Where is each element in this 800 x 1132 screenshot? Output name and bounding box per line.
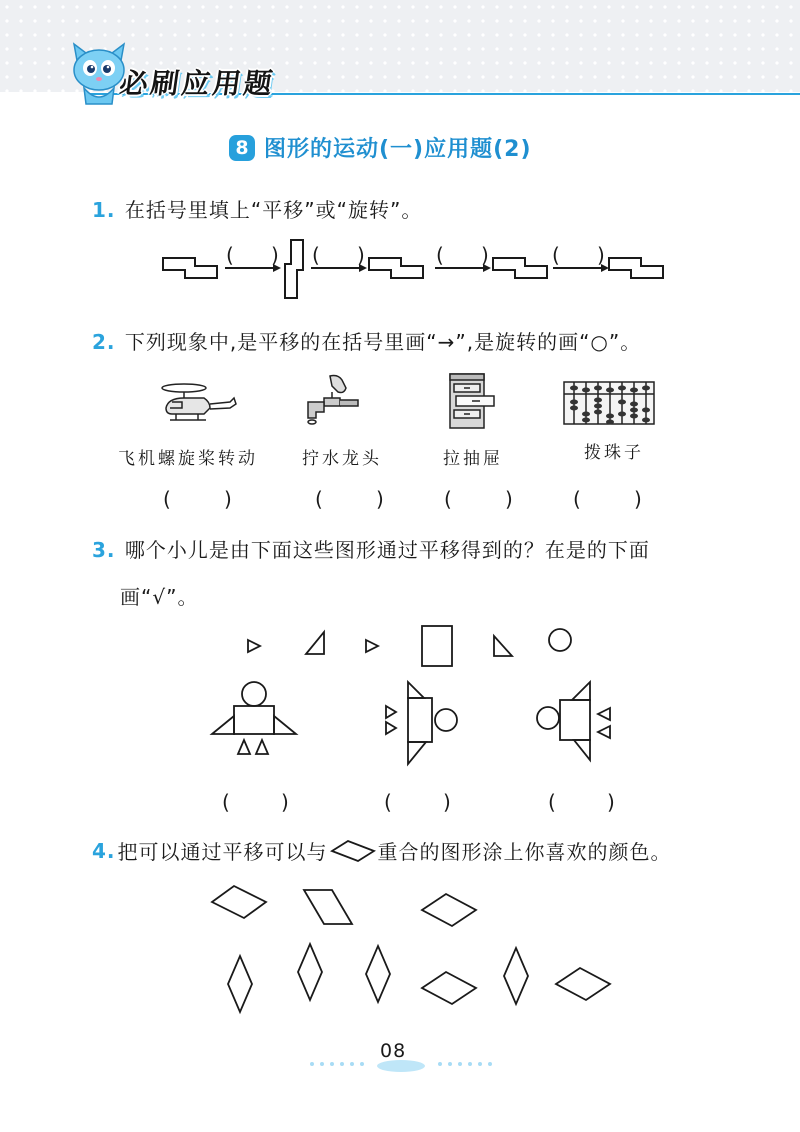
figure-fin	[386, 722, 396, 734]
figure-foot	[256, 740, 268, 754]
abacus-icon	[562, 380, 656, 426]
question-text: 重合的图形涂上你喜欢的颜色。	[377, 840, 672, 864]
answer-bracket: )	[597, 243, 605, 267]
q3-figures	[200, 620, 640, 770]
answer-bracket: (	[384, 790, 392, 814]
header-title	[117, 62, 276, 102]
figure-body	[234, 706, 274, 734]
header-title-char: 用	[210, 67, 245, 100]
answer-bracket: )	[281, 790, 289, 814]
figure-fin	[574, 740, 590, 760]
question-text: 下列现象中,是平移的在括号里画“→”,是旋转的画“○”。	[124, 330, 642, 354]
question-number: 1.	[92, 198, 116, 222]
drawer-cabinet-icon	[446, 370, 498, 432]
question-text: 把可以通过平移可以与	[117, 840, 328, 864]
section-number-badge: 8	[229, 135, 255, 161]
answer-bracket: (	[548, 790, 556, 814]
answer-bracket: (	[226, 243, 234, 267]
right-triangle-shape	[494, 636, 512, 656]
z-shape	[493, 258, 547, 278]
q4-rhombus-grid[interactable]	[200, 880, 620, 1020]
item-label: 飞机螺旋桨转动	[118, 449, 258, 469]
small-triangle-shape	[248, 640, 260, 652]
answer-bracket: )	[224, 487, 232, 511]
rhombus-option	[298, 944, 322, 1000]
figure-foot	[238, 740, 250, 754]
rhombus-option	[212, 886, 266, 918]
answer-bracket: )	[505, 487, 513, 511]
answer-bracket: (	[444, 487, 452, 511]
answer-bracket: )	[376, 487, 384, 511]
answer-bracket: )	[607, 790, 615, 814]
item-label: 拉抽屉	[443, 449, 503, 469]
z-shape	[369, 258, 423, 278]
figure-fin	[572, 682, 590, 700]
z-shape-rotated	[285, 240, 303, 298]
figure-head	[537, 707, 559, 729]
question-1	[92, 194, 422, 223]
z-shape	[609, 258, 663, 278]
answer-bracket: (	[315, 487, 323, 511]
answer-bracket: (	[436, 243, 444, 267]
rhombus-option	[422, 972, 476, 1004]
figure-body	[408, 698, 432, 742]
helicopter-icon	[158, 378, 238, 428]
header-title-char: 刷	[148, 67, 183, 100]
figure-arm	[274, 716, 296, 734]
question-text: 在括号里填上“平移”或“旋转”。	[124, 198, 423, 222]
header-title-char: 必	[117, 67, 152, 100]
figure-fin	[598, 726, 610, 738]
question-text: 哪个小儿是由下面这些图形通过平移得到的？在是的下面	[124, 538, 650, 562]
rhombus-option	[366, 946, 390, 1002]
figure-head	[242, 682, 266, 706]
rhombus-option	[504, 948, 528, 1004]
rhombus-option	[422, 894, 476, 926]
answer-bracket: (	[222, 790, 230, 814]
section-heading	[229, 132, 532, 163]
question-3-line-2: 画“√”。	[120, 585, 199, 609]
question-4	[92, 836, 672, 865]
answer-bracket: )	[481, 243, 489, 267]
figure-fin	[386, 706, 396, 718]
item-label: 拧水龙头	[302, 449, 382, 469]
rectangle-shape	[422, 626, 452, 666]
figure-fin	[408, 682, 424, 698]
figure-body	[560, 700, 590, 740]
answer-bracket: )	[443, 790, 451, 814]
answer-bracket: (	[552, 243, 560, 267]
question-2	[92, 326, 641, 355]
rhombus-option	[304, 890, 352, 924]
small-triangle-shape	[366, 640, 378, 652]
section-title: 图形的运动(一)应用题(2)	[264, 137, 532, 162]
reference-rhombus-icon	[330, 839, 376, 863]
question-number: 2.	[92, 330, 116, 354]
figure-fin	[598, 708, 610, 720]
question-number: 3.	[92, 538, 116, 562]
circle-shape	[549, 629, 571, 651]
answer-bracket: )	[271, 243, 279, 267]
figure-fin	[408, 742, 426, 764]
rhombus-option	[228, 956, 252, 1012]
answer-bracket: )	[634, 487, 642, 511]
right-triangle-shape	[306, 632, 324, 654]
figure-head	[435, 709, 457, 731]
faucet-icon	[302, 372, 366, 428]
question-number: 4.	[92, 838, 116, 863]
question-3	[92, 534, 650, 563]
figure-arm	[212, 716, 234, 734]
z-shape	[163, 258, 217, 278]
answer-bracket: (	[163, 487, 171, 511]
answer-bracket: (	[573, 487, 581, 511]
item-label: 拨珠子	[584, 443, 644, 463]
header-title-char: 题	[241, 67, 276, 100]
header-title-char: 应	[179, 67, 214, 100]
page-number: 08	[380, 1040, 407, 1062]
answer-bracket: )	[357, 243, 365, 267]
rhombus-option	[556, 968, 610, 1000]
answer-bracket: (	[312, 243, 320, 267]
